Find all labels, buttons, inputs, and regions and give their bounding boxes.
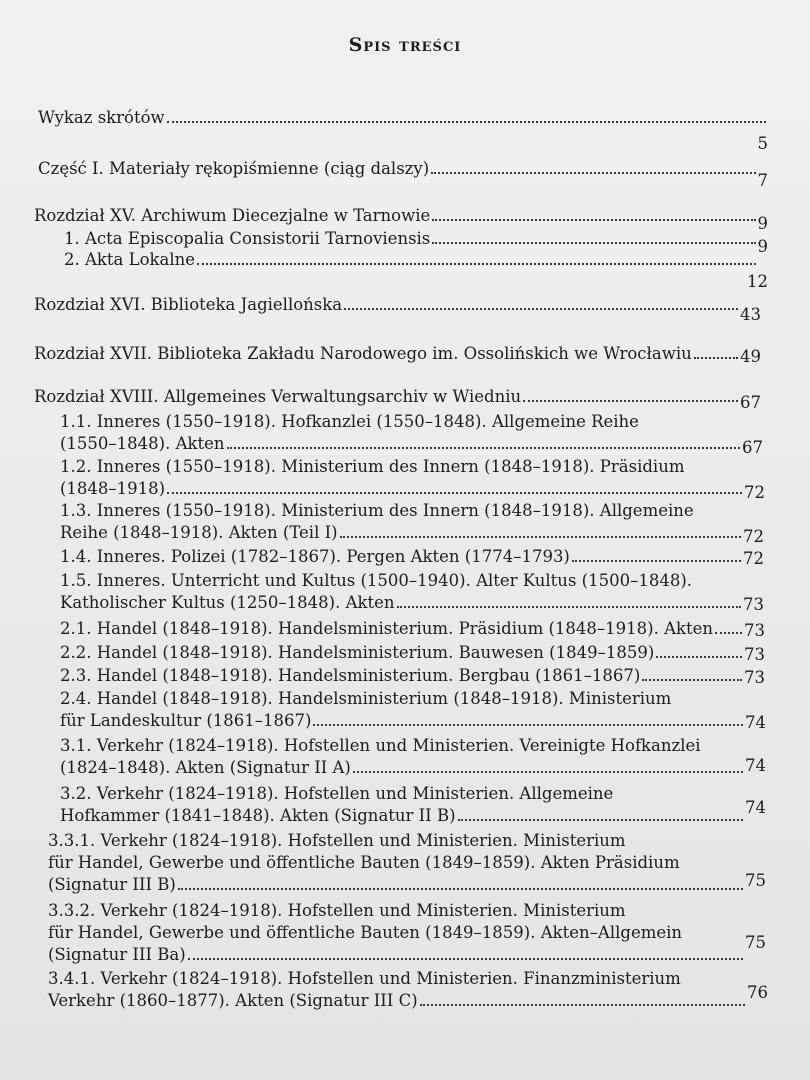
entry-text: Rozdział XVI. Biblioteka Jagiellońska — [34, 295, 343, 314]
dot-leader — [642, 678, 742, 681]
entry-text-line: 3.4.1. Verkehr (1824–1918). Hofstellen und Ministerien. Finanzministerium — [48, 969, 681, 988]
entry-page: 73 — [744, 645, 765, 664]
entry-text: 2. Akta Lokalne — [64, 250, 196, 269]
entry-page: 7 — [757, 171, 768, 190]
toc-entry — [34, 294, 761, 324]
entry-text-line: 3.3.2. Verkehr (1824–1918). Hofstellen und Ministerien. Ministerium — [48, 901, 626, 920]
entry-page: 72 — [743, 549, 764, 568]
entry-text-line: für Handel, Gewerbe und öffentliche Bauten (1849–1859). Akten Präsidium — [48, 853, 680, 872]
entry-page: 12 — [747, 272, 768, 291]
entry-page: 73 — [743, 595, 764, 614]
dot-leader — [432, 241, 755, 244]
entry-text: (1550–1848). Akten — [60, 434, 225, 453]
entry-text: Rozdział XV. Archiwum Diecezjalne w Tarnowie — [34, 206, 431, 225]
dot-leader — [197, 262, 756, 265]
entry-page: 75 — [745, 871, 766, 890]
entry-text: 1.4. Inneres. Polizei (1782–1867). Pergen Akten (1774–1793) — [60, 547, 570, 566]
toc-entry — [60, 688, 766, 732]
toc-entry — [48, 900, 766, 966]
toc-entry — [60, 735, 766, 779]
entry-page: 74 — [745, 713, 766, 732]
entry-text-line: 1.1. Inneres (1550–1918). Hofkanzlei (1550–1848). Allgemeine Reihe — [60, 412, 639, 431]
entry-text: (1848–1918) — [60, 479, 166, 498]
entry-text-line: 1.5. Inneres. Unterricht und Kultus (1500–1940). Alter Kultus (1500–1848). — [60, 571, 693, 590]
toc-entry — [60, 642, 765, 664]
dot-leader — [431, 171, 755, 174]
toc-entry — [48, 968, 768, 1012]
toc-entry — [34, 343, 761, 365]
dot-leader — [397, 605, 741, 608]
entry-text: 2.2. Handel (1848–1918). Handelsministerium. Bauwesen (1849–1859) — [60, 643, 655, 662]
entry-text: Część I. Materiały rękopiśmienne (ciąg dalszy) — [38, 159, 430, 178]
entry-text: Rozdział XVIII. Allgemeines Verwaltungsarchiv w Wiedniu — [34, 387, 522, 406]
dot-leader — [523, 399, 738, 402]
entry-text: (1824–1848). Akten (Signatur II A) — [60, 758, 351, 777]
entry-page: 49 — [740, 347, 761, 366]
entry-page: 43 — [740, 305, 761, 324]
dot-leader — [572, 559, 741, 562]
entry-page: 72 — [744, 483, 765, 502]
entry-text: Rozdział XVII. Biblioteka Zakładu Narodowego im. Ossolińskich we Wrocławiu — [34, 344, 692, 363]
entry-text: 2.1. Handel (1848–1918). Handelsministerium. Präsidium (1848–1918). Akten — [60, 619, 714, 638]
entry-text-line: für Handel, Gewerbe und öffentliche Bauten (1849–1859). Akten–Allgemein — [48, 923, 683, 942]
entry-text-line: 1.2. Inneres (1550–1918). Ministerium des Innern (1848–1918). Präsidium — [60, 457, 685, 476]
dot-leader — [344, 307, 738, 310]
entry-page: 5 — [757, 134, 768, 153]
toc-entry — [60, 618, 765, 640]
dot-leader — [656, 655, 742, 658]
entry-text: Katholischer Kultus (1250–1848). Akten — [60, 593, 395, 612]
dot-leader — [458, 818, 743, 821]
entry-text: für Landeskultur (1861–1867) — [60, 711, 312, 730]
dot-leader — [715, 631, 742, 634]
toc-entry — [34, 205, 768, 233]
toc-entry — [64, 228, 768, 256]
entry-page: 74 — [745, 756, 766, 775]
entry-page: 72 — [743, 527, 764, 546]
entry-text: (Signatur III B) — [48, 875, 176, 894]
toc-entry — [60, 500, 764, 544]
toc-entry — [34, 386, 761, 412]
dot-leader — [340, 535, 741, 538]
entry-page: 9 — [757, 214, 768, 233]
entry-text: Verkehr (1860–1877). Akten (Signatur III C) — [48, 991, 418, 1010]
entry-text-line: 3.1. Verkehr (1824–1918). Hofstellen und Ministerien. Vereinigte Hofkanzlei — [60, 736, 701, 755]
toc-entry — [60, 456, 765, 500]
entry-page: 73 — [744, 621, 765, 640]
toc-entry — [48, 830, 766, 896]
entry-text: Reihe (1848–1918). Akten (Teil I) — [60, 523, 338, 542]
entry-text: Hofkammer (1841–1848). Akten (Signatur II B) — [60, 806, 456, 825]
dot-leader — [694, 356, 738, 359]
toc-entry — [60, 411, 763, 455]
entry-text: (Signatur III Ba) — [48, 945, 186, 964]
entry-text-line: 3.3.1. Verkehr (1824–1918). Hofstellen und Ministerien. Ministerium — [48, 831, 626, 850]
toc-entry — [64, 249, 768, 293]
entry-page: 76 — [747, 983, 768, 1002]
entry-page: 75 — [745, 933, 766, 952]
entry-text-line: 3.2. Verkehr (1824–1918). Hofstellen und Ministerien. Allgemeine — [60, 784, 614, 803]
entry-page: 67 — [740, 393, 761, 412]
entry-page: 74 — [745, 798, 766, 817]
entry-text: 2.3. Handel (1848–1918). Handelsministerium. Bergbau (1861–1867) — [60, 666, 641, 685]
dot-leader — [313, 723, 743, 726]
entry-text: 1. Acta Episcopalia Consistorii Tarnoviensis — [64, 229, 431, 248]
dot-leader — [178, 887, 743, 890]
toc-entry — [38, 158, 768, 190]
toc-entry — [60, 665, 765, 687]
dot-leader — [188, 957, 743, 960]
dot-leader — [432, 218, 755, 221]
dot-leader — [167, 120, 766, 123]
toc-entry — [60, 546, 764, 568]
dot-leader — [227, 446, 740, 449]
entry-text-line: 2.4. Handel (1848–1918). Handelsministerium (1848–1918). Ministerium — [60, 689, 672, 708]
toc-entry — [60, 783, 766, 827]
page-title: Spis treści — [348, 34, 462, 56]
dot-leader — [420, 1003, 745, 1006]
entry-page: 73 — [744, 668, 765, 687]
entry-text: Wykaz skrótów — [38, 108, 165, 127]
toc-entry — [60, 570, 764, 614]
entry-page: 67 — [742, 438, 763, 457]
entry-text-line: 1.3. Inneres (1550–1918). Ministerium des Innern (1848–1918). Allgemeine — [60, 501, 694, 520]
toc-entry — [38, 107, 768, 155]
dot-leader — [167, 491, 742, 494]
dot-leader — [353, 770, 743, 773]
entry-page: 9 — [757, 237, 768, 256]
